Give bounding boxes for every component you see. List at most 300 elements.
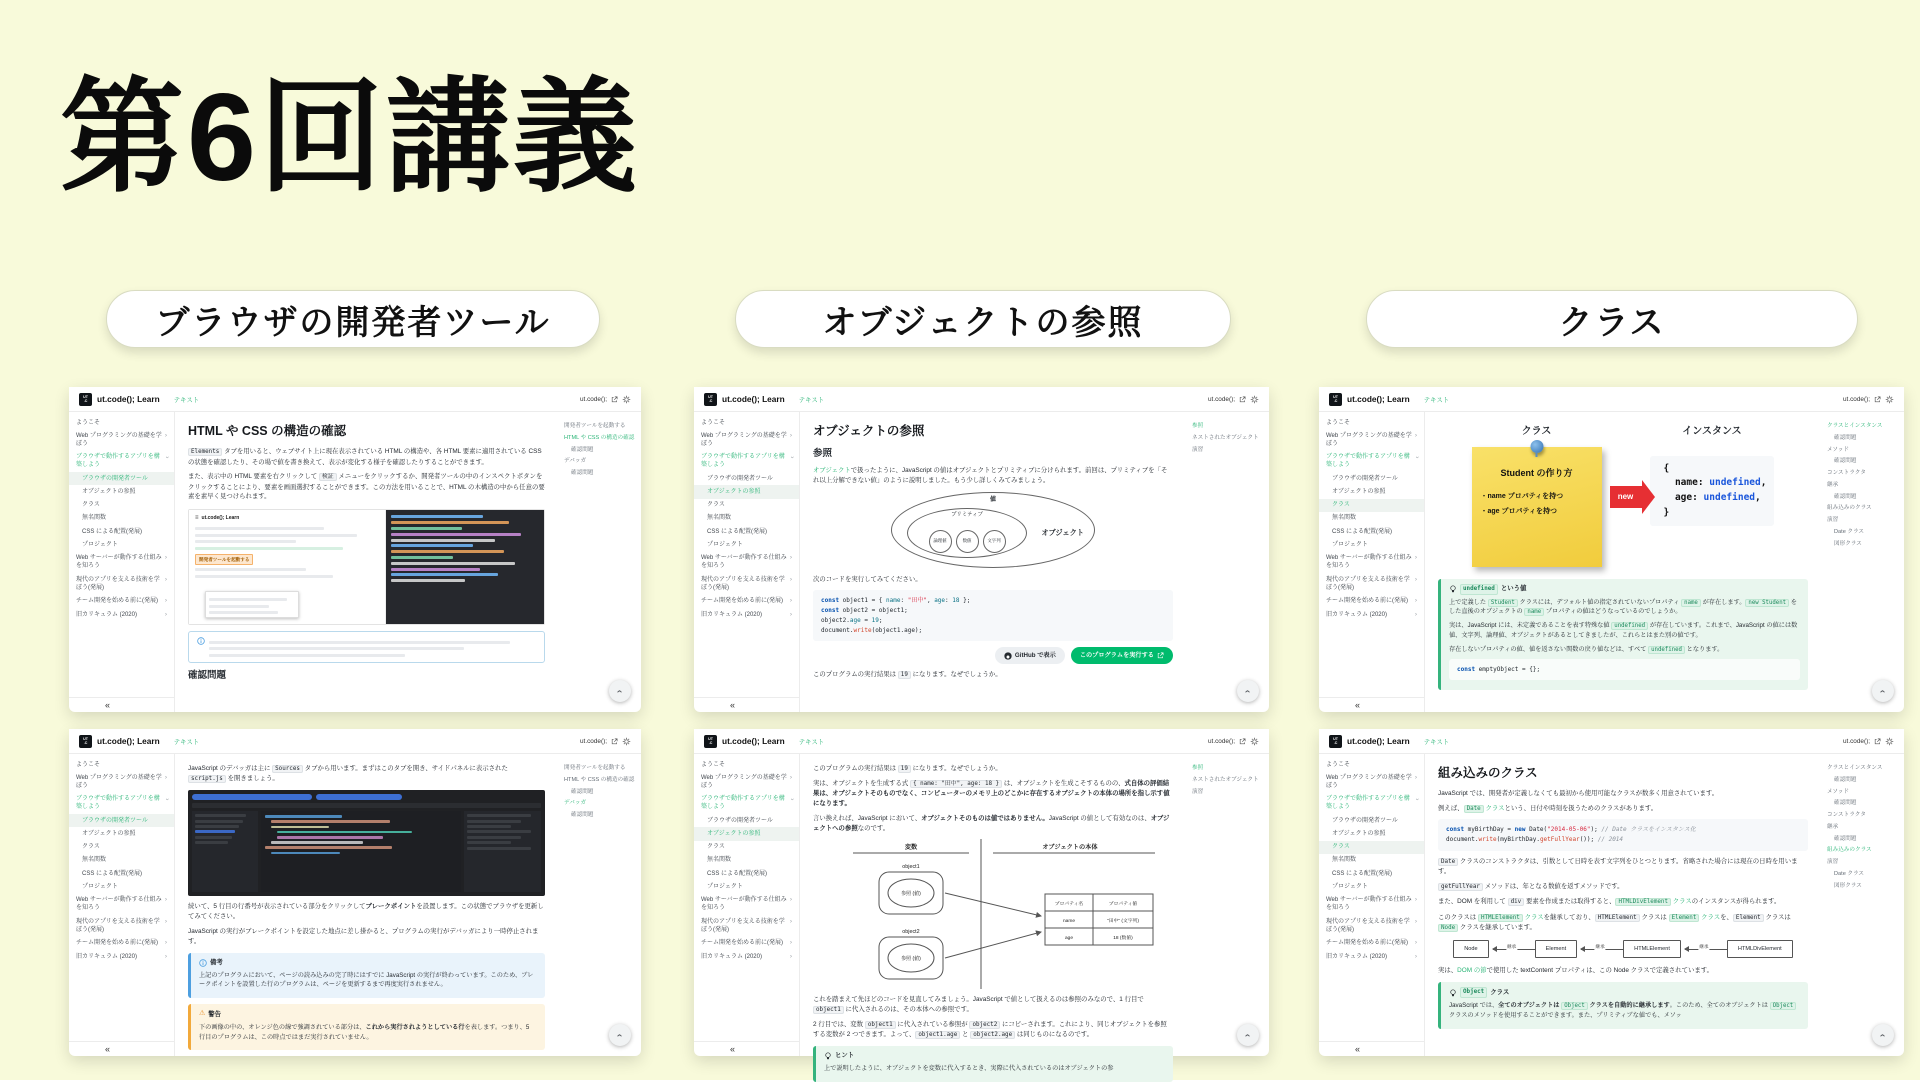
sidebar-item[interactable] xyxy=(69,894,174,915)
chevron-right-icon: › xyxy=(164,597,167,605)
toc-item[interactable]: コンストラクタ xyxy=(1827,812,1866,819)
sidebar-item[interactable] xyxy=(69,915,174,936)
paragraph xyxy=(813,779,1173,809)
sidebar-item-label: Web プログラミングの基礎を学ぼう xyxy=(1326,432,1412,447)
external-link-icon-button[interactable] xyxy=(611,396,618,403)
sidebar-item-label: 旧カリキュラム (2020) xyxy=(701,954,762,961)
sidebar-item[interactable] xyxy=(69,485,174,498)
code-line xyxy=(821,626,1165,636)
toc-item[interactable]: ネストされたオブジェクト xyxy=(1192,776,1259,783)
note-info xyxy=(188,953,545,998)
toc-item[interactable]: 確認問題 xyxy=(571,470,594,477)
sidebar-item[interactable] xyxy=(1319,451,1424,472)
text-run: クラスのコンストラクタは、引数として日時を表す文字列をひとつとります。省略された場合には現在の日時を用います。 xyxy=(1438,858,1798,876)
object-label: オブジェクト xyxy=(1041,527,1084,537)
toc xyxy=(1818,754,1904,1056)
sidebar-item[interactable] xyxy=(69,573,174,594)
instance-column xyxy=(1650,424,1775,532)
toc-item[interactable]: デバッガ xyxy=(564,800,587,807)
class-chip-link[interactable]: Object xyxy=(1770,1002,1797,1010)
sidebar-item[interactable] xyxy=(694,915,799,936)
sidebar-item[interactable] xyxy=(69,512,174,525)
inspect-tooltip: 開発者ツールを起動する xyxy=(195,554,253,565)
site-logo[interactable] xyxy=(1329,393,1342,406)
paragraph xyxy=(813,575,1173,585)
external-link-icon-button[interactable] xyxy=(1239,396,1246,403)
sidebar-item[interactable] xyxy=(1319,472,1424,485)
scroll-top-button[interactable] xyxy=(1237,1024,1259,1046)
site-link-label: ut.code(); xyxy=(580,395,607,403)
text-run: 。このため、全てのオブジェクトは xyxy=(1669,1002,1770,1010)
sidebar-item[interactable] xyxy=(694,880,799,893)
sidebar-item[interactable] xyxy=(694,499,799,512)
header-right xyxy=(580,737,631,746)
svg-text:変数: 変数 xyxy=(904,843,918,851)
toc-item[interactable]: 確認問題 xyxy=(1834,776,1857,783)
text-run: が存在します。 xyxy=(1700,598,1746,606)
chevron-right-icon: › xyxy=(1414,575,1417,583)
chevron-right-icon: › xyxy=(164,917,167,925)
sidebar-item[interactable] xyxy=(1319,793,1424,814)
code-bar xyxy=(265,846,392,849)
sidebar-item[interactable] xyxy=(69,608,174,622)
toc-item[interactable]: 組み込みのクラス xyxy=(1827,847,1872,854)
sidebar-nav xyxy=(1319,412,1424,697)
sidebar-nav xyxy=(694,754,799,1041)
sidebar-nav xyxy=(694,412,799,697)
inline-code: object2 xyxy=(969,1021,1000,1029)
code-line xyxy=(1664,491,1767,506)
sidebar-item[interactable] xyxy=(1319,880,1424,893)
toc-item[interactable]: HTML や CSS の構造の確認 xyxy=(564,776,635,783)
sidebar-item-label: プロジェクト xyxy=(82,884,118,891)
sidebar-item[interactable] xyxy=(1319,538,1424,551)
sidebar xyxy=(69,412,175,712)
chevron-down-icon: › xyxy=(163,456,171,459)
nav-text-link[interactable]: テキスト xyxy=(798,396,825,404)
text-run-bold: オブジェクトそのものは値ではありません。 xyxy=(921,815,1049,823)
class-chip-link[interactable]: Date xyxy=(1464,805,1484,813)
toc-item[interactable]: 確認問題 xyxy=(571,788,594,795)
toc-item[interactable]: 参照 xyxy=(1192,423,1204,429)
class-chip-link[interactable]: new Student xyxy=(1745,599,1789,607)
paragraph xyxy=(813,670,1173,680)
sidebar-item[interactable] xyxy=(69,538,174,551)
svg-text:age: age xyxy=(1064,935,1074,941)
note-title xyxy=(199,1009,537,1020)
toc-item[interactable]: 図形クラス xyxy=(1834,882,1862,889)
text-link[interactable]: DOM の節 xyxy=(1457,967,1487,975)
sidebar-item[interactable] xyxy=(69,771,174,792)
text-link[interactable]: クラス xyxy=(1483,805,1505,813)
site-logo[interactable] xyxy=(79,393,92,406)
code-token: } xyxy=(1663,506,1670,518)
article-content xyxy=(800,754,1183,1073)
toc-item[interactable]: 継承 xyxy=(1827,481,1839,488)
site-logo[interactable] xyxy=(704,393,717,406)
inline-code: 検証 xyxy=(319,473,337,481)
sidebar-item[interactable] xyxy=(69,525,174,538)
code-token: document. xyxy=(821,626,854,634)
toc-item[interactable]: 図形クラス xyxy=(1834,540,1862,547)
sidebar-item-label: CSS による配置(発展) xyxy=(82,870,143,877)
sidebar-item[interactable] xyxy=(694,552,799,573)
toc-item[interactable]: Date クラス xyxy=(1834,870,1864,877)
main-area xyxy=(1425,412,1904,712)
text-run: になります。なぜでしょうか。 xyxy=(910,671,1002,679)
sidebar-collapse-button[interactable]: « xyxy=(694,697,799,712)
class-box: Node xyxy=(1453,940,1488,959)
external-link-icon-button[interactable] xyxy=(1874,738,1881,745)
sidebar-item[interactable] xyxy=(69,880,174,893)
svg-text:18 (数値): 18 (数値) xyxy=(1113,935,1133,941)
theme-toggle[interactable] xyxy=(622,395,631,404)
toc-item[interactable]: 開発者ツールを起動する xyxy=(564,765,626,771)
inline-code: script.js xyxy=(188,775,226,783)
class-chip-link[interactable]: name xyxy=(1524,608,1544,616)
svg-text:object2: object2 xyxy=(902,928,920,935)
toc-item[interactable]: 演習 xyxy=(1827,517,1839,524)
sidebar-item[interactable] xyxy=(1319,416,1424,429)
sidebar-item[interactable] xyxy=(694,827,799,840)
paragraph xyxy=(1438,804,1808,814)
site-logo[interactable] xyxy=(704,735,717,748)
chevron-right-icon: › xyxy=(789,597,792,605)
toc-item[interactable]: 確認問題 xyxy=(1834,493,1857,500)
sidebar-collapse-button[interactable]: « xyxy=(1319,697,1424,712)
code-token: document. xyxy=(1446,836,1479,844)
sidebar-item-label: Web プログラミングの基礎を学ぼう xyxy=(76,432,162,447)
sidebar-item[interactable] xyxy=(694,854,799,867)
sidebar-item-label: 旧カリキュラム (2020) xyxy=(1326,954,1387,961)
sidebar-item[interactable] xyxy=(1319,552,1424,573)
placeholder-bar xyxy=(209,611,278,614)
nav-text-link[interactable]: テキスト xyxy=(1423,396,1450,404)
class-chip-link[interactable]: undefined xyxy=(1460,584,1498,595)
code-token: object2. xyxy=(821,616,850,624)
external-link-icon-button[interactable] xyxy=(1874,396,1881,403)
paragraph xyxy=(1438,913,1808,933)
theme-toggle[interactable] xyxy=(622,737,631,746)
logo-text: UT xyxy=(1333,736,1338,741)
sidebar-item[interactable] xyxy=(69,594,174,608)
class-chip-link[interactable]: Element xyxy=(1669,914,1700,922)
code-line xyxy=(821,616,1165,626)
toc-item[interactable]: ネストされたオブジェクト xyxy=(1192,434,1259,441)
toc-item[interactable]: 参照 xyxy=(1192,765,1204,771)
text-link[interactable]: オブジェクト xyxy=(813,467,851,475)
code-line xyxy=(821,606,1165,616)
chevron-right-icon: › xyxy=(789,575,792,583)
class-chip-link[interactable]: Student xyxy=(1488,599,1518,607)
nav-text-link[interactable]: テキスト xyxy=(1423,738,1450,746)
sidebar-item[interactable] xyxy=(69,429,174,450)
note-paragraph xyxy=(199,1023,537,1042)
sidebar-item[interactable] xyxy=(694,608,799,622)
nav-text-link[interactable]: テキスト xyxy=(173,396,200,404)
paragraph xyxy=(1438,966,1808,976)
text-link[interactable]: クラス xyxy=(1522,913,1544,921)
sidebar-item[interactable] xyxy=(694,771,799,792)
toc-item[interactable]: デバッガ xyxy=(564,458,587,465)
toc-item[interactable]: 開発者ツールを起動する xyxy=(564,423,626,429)
toc-item[interactable]: 演習 xyxy=(1192,788,1204,795)
text-run: クラスを継承しています。 xyxy=(1458,923,1536,931)
sidebar-item[interactable] xyxy=(69,416,174,429)
sidebar-item[interactable] xyxy=(1319,594,1424,608)
external-link-icon-button[interactable] xyxy=(611,738,618,745)
toc-item[interactable]: クラスとインスタンス xyxy=(1827,765,1883,771)
nav-text-link[interactable]: テキスト xyxy=(798,738,825,746)
site-logo[interactable] xyxy=(1329,735,1342,748)
sidebar-item[interactable] xyxy=(1319,485,1424,498)
chevron-right-icon: › xyxy=(1414,431,1417,439)
toc-item[interactable]: 演習 xyxy=(1827,859,1839,866)
placeholder-bar xyxy=(209,641,510,644)
toc-item[interactable]: 確認問題 xyxy=(1834,434,1857,441)
toc-item[interactable]: コンストラクタ xyxy=(1827,470,1866,477)
page-body xyxy=(69,412,641,712)
scroll-top-button[interactable] xyxy=(1237,680,1259,702)
sidebar-item[interactable] xyxy=(1319,867,1424,880)
sidebar-item[interactable] xyxy=(1319,854,1424,867)
sidebar-item[interactable] xyxy=(1319,771,1424,792)
github-button[interactable] xyxy=(995,647,1065,664)
chevron-right-icon: › xyxy=(164,431,167,439)
run-program-button[interactable] xyxy=(1071,647,1173,664)
toc-item[interactable]: 継承 xyxy=(1827,823,1839,830)
sidebar-item[interactable] xyxy=(1319,814,1424,827)
theme-toggle[interactable] xyxy=(1885,737,1894,746)
sidebar-item[interactable] xyxy=(1319,429,1424,450)
sidebar-item[interactable] xyxy=(694,512,799,525)
sidebar-item[interactable] xyxy=(694,793,799,814)
sidebar-item[interactable] xyxy=(694,758,799,771)
class-chip-link[interactable]: Node xyxy=(1438,924,1458,932)
sidebar-item[interactable] xyxy=(1319,950,1424,964)
ext-icon xyxy=(1239,396,1246,403)
sidebar-item-label: ブラウザで動作するアプリを構築しよう xyxy=(1326,796,1410,811)
sidebar-item[interactable] xyxy=(69,793,174,814)
main-area xyxy=(175,412,641,712)
code-bar xyxy=(391,521,509,524)
sidebar-item-label: ブラウザで動作するアプリを構築しよう xyxy=(701,796,785,811)
search-chips xyxy=(192,794,541,800)
toc-item[interactable]: メソッド xyxy=(1827,788,1849,795)
sidebar-item[interactable] xyxy=(69,867,174,880)
theme-toggle[interactable] xyxy=(1250,395,1259,404)
file-row xyxy=(195,814,246,817)
sidebar-item[interactable] xyxy=(1319,499,1424,512)
class-chip-link[interactable]: undefined xyxy=(1648,646,1685,654)
toc-item[interactable]: 確認問題 xyxy=(571,812,594,819)
toc-item[interactable]: クラスとインスタンス xyxy=(1827,423,1883,429)
class-chip-link[interactable]: Object xyxy=(1460,987,1487,998)
toc-item[interactable]: 組み込みのクラス xyxy=(1827,505,1872,512)
file-row xyxy=(195,820,243,823)
text-run: このプログラムの実行結果は xyxy=(813,765,898,772)
sidebar-item-label: CSS による配置(発展) xyxy=(1332,528,1393,535)
sidebar-item-label: クラス xyxy=(707,844,725,851)
sidebar-item[interactable] xyxy=(1319,827,1424,840)
chevron-up-icon: › xyxy=(1877,689,1889,693)
toc-item[interactable]: 演習 xyxy=(1192,446,1204,453)
code-token: emptyObject = {}; xyxy=(1475,665,1541,673)
chevron-up-icon: › xyxy=(614,1033,626,1037)
toc-item[interactable]: 確認問題 xyxy=(571,446,594,453)
code-token: // Date クラスをインスタンス化 xyxy=(1601,826,1696,834)
sidebar-collapse-button[interactable]: « xyxy=(69,1041,174,1056)
sidebar-item[interactable] xyxy=(69,827,174,840)
sidebar-item[interactable] xyxy=(1319,608,1424,622)
site-logo[interactable] xyxy=(79,735,92,748)
scroll-top-button[interactable] xyxy=(1872,680,1894,702)
sidebar-item[interactable] xyxy=(694,894,799,915)
scroll-top-button[interactable] xyxy=(609,1024,631,1046)
sidebar-item-label: ブラウザで動作するアプリを構築しよう xyxy=(76,454,160,469)
sidebar-item[interactable] xyxy=(69,854,174,867)
scroll-top-button[interactable] xyxy=(609,680,631,702)
placeholder-bar xyxy=(209,647,464,650)
mini-browser-header xyxy=(195,514,379,523)
logo-text: UT xyxy=(1333,394,1338,399)
bulb-icon xyxy=(1449,989,1457,997)
sidebar-item[interactable] xyxy=(69,814,174,827)
class-chip-link[interactable]: undefined xyxy=(1611,622,1648,630)
code-bar xyxy=(391,544,472,547)
sidebar-item[interactable] xyxy=(694,538,799,551)
sidebar-collapse-button[interactable]: « xyxy=(694,1041,799,1056)
sidebar-item-label: 無名関数 xyxy=(82,515,107,522)
main-area xyxy=(800,412,1269,712)
sidebar-item-label: ブラウザの開発者ツール xyxy=(1332,475,1398,482)
sidebar-item-label: Web サーバーが動作する仕組みを知ろう xyxy=(76,897,162,912)
sidebar-item[interactable] xyxy=(694,867,799,880)
sidebar-collapse-button[interactable]: « xyxy=(69,697,174,712)
text-run: また、DOM を利用して xyxy=(1438,898,1508,906)
paragraph xyxy=(813,814,1173,834)
sidebar xyxy=(694,412,800,712)
code-line xyxy=(1446,835,1800,845)
sidebar-item[interactable] xyxy=(694,841,799,854)
sidebar-item[interactable] xyxy=(69,950,174,964)
svg-text:プロパティ値: プロパティ値 xyxy=(1108,901,1138,907)
logo-text: .C xyxy=(1333,399,1338,403)
sidebar-item[interactable] xyxy=(1319,573,1424,594)
text-run: を設置します。この状態でブラウザを更新してみてください。 xyxy=(188,903,544,921)
inherit-arrow-label: 継承 xyxy=(1595,944,1605,950)
sidebar-item[interactable] xyxy=(69,758,174,771)
text-run: 存在しないプロパティの値、値を返さない関数の戻り値などは、すべて xyxy=(1449,645,1649,653)
sidebar-item[interactable] xyxy=(1319,758,1424,771)
text-link[interactable]: クラス xyxy=(1699,913,1721,921)
sidebar-item-label: チーム開発を始める前に(発展) xyxy=(76,940,158,947)
external-link-icon-button[interactable] xyxy=(1239,738,1246,745)
logo-text: .C xyxy=(1333,741,1338,745)
chevron-right-icon: › xyxy=(164,953,167,961)
toc-item[interactable]: 確認問題 xyxy=(1834,458,1857,465)
sidebar-item[interactable] xyxy=(1319,525,1424,538)
nav-text-link[interactable]: テキスト xyxy=(173,738,200,746)
code-bar xyxy=(277,836,383,839)
sidebar-item[interactable] xyxy=(1319,915,1424,936)
note-placeholder-lines xyxy=(209,637,536,657)
article-title: HTML や CSS の構造の確認 xyxy=(188,424,347,438)
toc-item[interactable]: 確認問題 xyxy=(1834,835,1857,842)
text-run: クラスは xyxy=(1639,913,1669,921)
sidebar-item[interactable] xyxy=(69,552,174,573)
note-paragraph xyxy=(1449,1001,1800,1020)
sidebar-item[interactable] xyxy=(694,950,799,964)
sidebar-item[interactable] xyxy=(694,594,799,608)
sidebar-item[interactable] xyxy=(69,499,174,512)
page-body xyxy=(1319,412,1904,712)
code-line xyxy=(1457,665,1792,675)
sidebar-item[interactable] xyxy=(694,573,799,594)
sidebar-item[interactable] xyxy=(1319,936,1424,950)
sidebar-collapse-button[interactable]: « xyxy=(1319,1041,1424,1056)
button-row xyxy=(813,647,1173,664)
theme-toggle[interactable] xyxy=(1885,395,1894,404)
paragraph xyxy=(1438,857,1808,877)
toc-item[interactable]: 確認問題 xyxy=(1834,800,1857,807)
text-run: プロパティの値はどうなっているのでしょうか。 xyxy=(1544,608,1682,616)
sidebar-item[interactable] xyxy=(69,451,174,472)
sidebar-item-label: ブラウザで動作するアプリを構築しよう xyxy=(1326,454,1410,469)
text-run: 言い換えれば、JavaScript において、 xyxy=(813,815,922,823)
class-instance-diagram xyxy=(1438,422,1808,573)
toc-item[interactable]: Date クラス xyxy=(1834,528,1864,535)
class-chip-link[interactable]: name xyxy=(1681,599,1701,607)
ext-icon xyxy=(611,738,618,745)
code-token: , xyxy=(1760,477,1767,489)
theme-toggle[interactable] xyxy=(1250,737,1259,746)
site-header xyxy=(1319,387,1904,412)
sidebar-item[interactable] xyxy=(1319,841,1424,854)
sidebar-item[interactable] xyxy=(694,814,799,827)
sidebar-item[interactable] xyxy=(694,451,799,472)
text-run: クラスのメソッドを使用することができます。また、プリミティブな値でも、メソッ xyxy=(1449,1012,1682,1020)
class-chip-link[interactable]: Object xyxy=(1561,1002,1588,1010)
sidebar-item[interactable] xyxy=(1319,894,1424,915)
sidebar-item-label: 現代のアプリを支える技術を学ぼう(発展) xyxy=(1326,918,1410,933)
sidebar-item[interactable] xyxy=(69,936,174,950)
sidebar-item[interactable] xyxy=(69,472,174,485)
devtools-pane xyxy=(386,510,544,624)
sidebar-item[interactable] xyxy=(1319,512,1424,525)
note-paragraph xyxy=(824,1064,1165,1074)
code-token: ); xyxy=(1590,826,1602,834)
inline-code: Elements xyxy=(188,448,222,456)
sidebar-item[interactable] xyxy=(694,472,799,485)
sidebar-item-label: ブラウザの開発者ツール xyxy=(1332,817,1398,824)
sidebar-item-label: 旧カリキュラム (2020) xyxy=(1326,612,1387,619)
class-chip-link[interactable]: HTMLDivElement xyxy=(1615,898,1671,906)
text-link[interactable]: クラス xyxy=(1671,898,1692,906)
scroll-top-button[interactable] xyxy=(1872,1024,1894,1046)
toc-item[interactable]: メソッド xyxy=(1827,446,1849,453)
toc-item[interactable]: HTML や CSS の構造の確認 xyxy=(564,434,635,441)
sidebar-item-label: 無名関数 xyxy=(707,515,732,522)
sidebar-item[interactable] xyxy=(694,416,799,429)
class-chip-link[interactable]: HTMLElement xyxy=(1478,914,1523,922)
sidebar-item[interactable] xyxy=(694,936,799,950)
sidebar-item[interactable] xyxy=(694,485,799,498)
sidebar-item[interactable] xyxy=(694,525,799,538)
sidebar-item[interactable] xyxy=(694,429,799,450)
sidebar-item[interactable] xyxy=(69,841,174,854)
sidebar-item-label: CSS による配置(発展) xyxy=(1332,870,1393,877)
